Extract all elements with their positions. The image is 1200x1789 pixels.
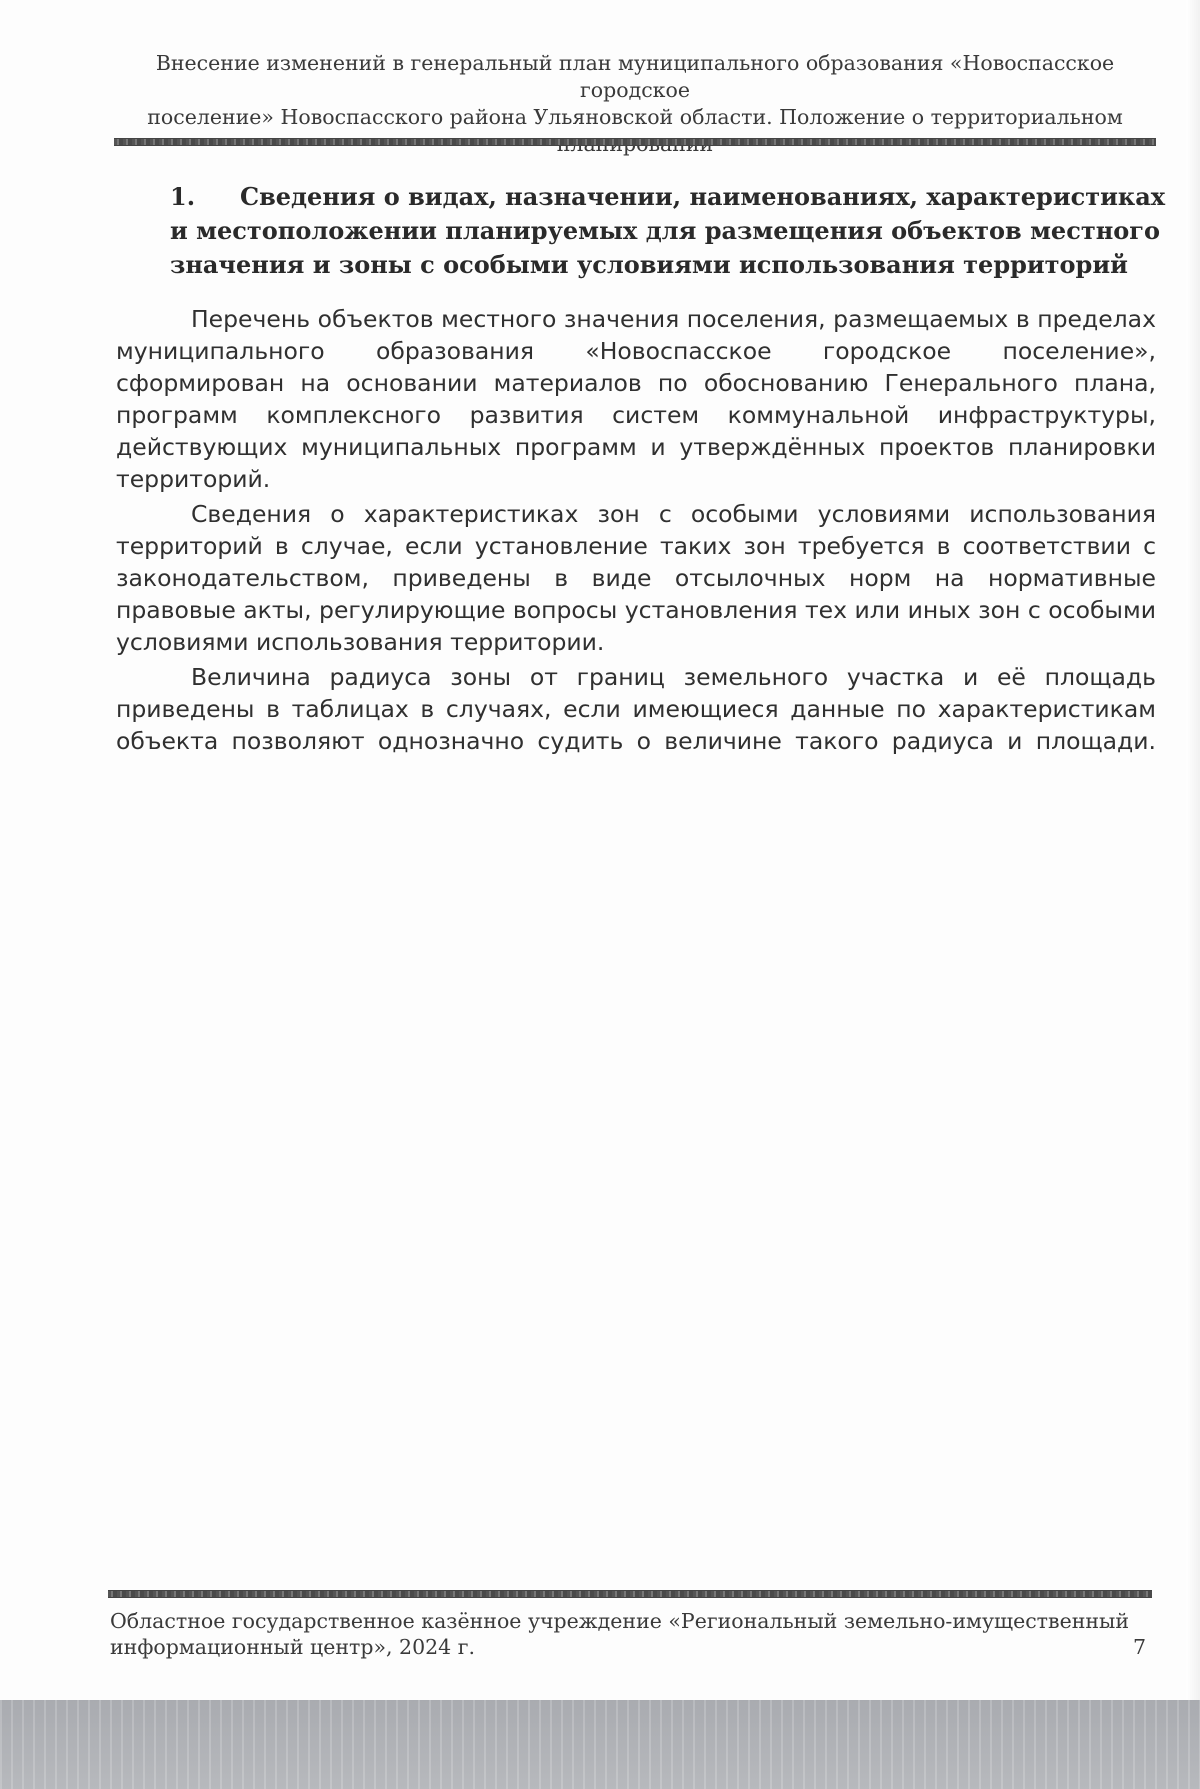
header-divider	[114, 138, 1156, 146]
paragraph-zones-info: Сведения о характеристиках зон с особыми условиями использования территорий в случае, если установление таких зон требуется в соответствии с законодательством, приведены в виде отсылочных норм на нормативные правовые акты, регулирующие вопросы установления тех или иных зон с особыми условиями использования территории.	[116, 500, 1156, 656]
footer-organization-line-1: Областное государственное казённое учреждение «Региональный земельно-имущественный	[110, 1609, 1130, 1633]
section-heading-line-1: 1. Сведения о видах, назначении, наименованиях, характеристиках	[170, 180, 1110, 214]
scan-edge-shadow	[1186, 0, 1200, 1700]
paragraph-objects-list: Перечень объектов местного значения поселения, размещаемых в пределах муниципального образования «Новоспасское городское поселение», сформирован на основании материалов по обоснованию Генерального плана, программ комплексного развития систем коммунальной инфраструктуры, действующих муниципальных программ и утверждённых проектов планировки территорий.	[116, 305, 1156, 493]
header-line-2: поселение» Новоспасского района Ульяновской области. Положение о территориальном	[147, 105, 1123, 129]
header-line-1: Внесение изменений в генеральный план муниципального образования «Новоспасское городское	[155, 51, 1115, 102]
section-heading-line-3: значения и зоны с особыми условиями использования территорий	[170, 250, 1128, 279]
section-heading-line-2: и местоположении планируемых для размещения объектов местного	[170, 216, 1160, 245]
section-heading	[170, 180, 1166, 282]
page-number: 7	[1132, 1635, 1146, 1659]
footer-divider	[108, 1590, 1152, 1598]
scan-bottom-band	[0, 1700, 1200, 1789]
footer-organization-line-2: информационный центр», 2024 г.	[110, 1635, 475, 1659]
section-number: 1.	[170, 182, 196, 211]
running-footer	[110, 1608, 1152, 1660]
body-text	[116, 303, 1156, 760]
footer-row	[110, 1634, 1152, 1660]
paragraph-radius-info: Величина радиуса зоны от границ земельного участка и её площадь приведены в таблицах в случаях, если имеющиеся данные по характеристикам объекта позволяют однозначно судить о величине такого радиуса и площади.	[116, 663, 1156, 755]
